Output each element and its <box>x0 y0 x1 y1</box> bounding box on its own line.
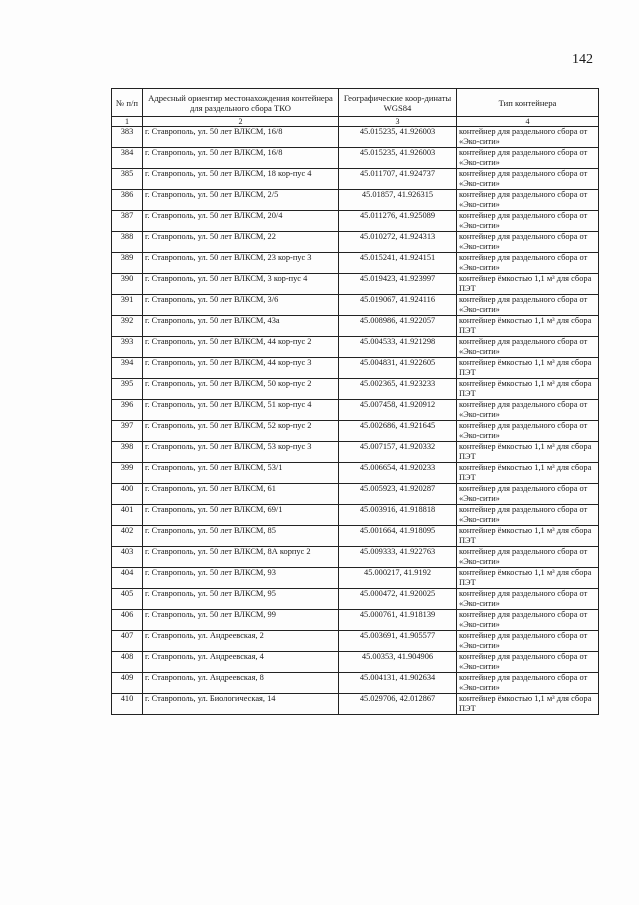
column-number: 2 <box>143 117 339 127</box>
row-coordinates: 45.006654, 41.920233 <box>339 463 457 484</box>
row-number: 396 <box>112 400 143 421</box>
row-container-type: контейнер для раздельного сбора от «Эко-сити» <box>457 589 599 610</box>
row-coordinates: 45.009333, 41.922763 <box>339 547 457 568</box>
table-row <box>112 232 599 253</box>
row-number: 398 <box>112 442 143 463</box>
table-row <box>112 547 599 568</box>
container-registry-table <box>111 88 599 715</box>
table-row <box>112 421 599 442</box>
row-coordinates: 45.011276, 41.925089 <box>339 211 457 232</box>
row-coordinates: 45.008986, 41.922057 <box>339 316 457 337</box>
row-container-type: контейнер ёмкостью 1,1 м³ для сбора ПЭТ <box>457 379 599 400</box>
row-coordinates: 45.004131, 41.902634 <box>339 673 457 694</box>
row-number: 405 <box>112 589 143 610</box>
row-coordinates: 45.00353, 41.904906 <box>339 652 457 673</box>
column-number: 4 <box>457 117 599 127</box>
row-address: г. Ставрополь, ул. 50 лет ВЛКСМ, 43а <box>143 316 339 337</box>
row-address: г. Ставрополь, ул. 50 лет ВЛКСМ, 99 <box>143 610 339 631</box>
row-container-type: контейнер ёмкостью 1,1 м³ для сбора ПЭТ <box>457 463 599 484</box>
row-number: 406 <box>112 610 143 631</box>
table-row <box>112 253 599 274</box>
table-row <box>112 148 599 169</box>
row-address: г. Ставрополь, ул. 50 лет ВЛКСМ, 3/6 <box>143 295 339 316</box>
row-number: 395 <box>112 379 143 400</box>
table-body <box>112 127 599 715</box>
row-coordinates: 45.019067, 41.924116 <box>339 295 457 316</box>
row-number: 393 <box>112 337 143 358</box>
row-container-type: контейнер ёмкостью 1,1 м³ для сбора ПЭТ <box>457 274 599 295</box>
row-address: г. Ставрополь, ул. 50 лет ВЛКСМ, 22 <box>143 232 339 253</box>
row-coordinates: 45.002365, 41.923233 <box>339 379 457 400</box>
row-number: 402 <box>112 526 143 547</box>
column-number-row <box>112 117 599 127</box>
table-row <box>112 631 599 652</box>
row-coordinates: 45.003916, 41.918818 <box>339 505 457 526</box>
row-number: 392 <box>112 316 143 337</box>
row-container-type: контейнер для раздельного сбора от «Эко-сити» <box>457 631 599 652</box>
table-row <box>112 463 599 484</box>
row-address: г. Ставрополь, ул. Андреевская, 4 <box>143 652 339 673</box>
table-row <box>112 673 599 694</box>
row-container-type: контейнер для раздельного сбора от «Эко-сити» <box>457 148 599 169</box>
row-number: 385 <box>112 169 143 190</box>
row-container-type: контейнер для раздельного сбора от «Эко-сити» <box>457 421 599 442</box>
row-container-type: контейнер ёмкостью 1,1 м³ для сбора ПЭТ <box>457 526 599 547</box>
table-row <box>112 169 599 190</box>
row-container-type: контейнер для раздельного сбора от «Эко-сити» <box>457 127 599 148</box>
table-row <box>112 316 599 337</box>
row-container-type: контейнер для раздельного сбора от «Эко-сити» <box>457 337 599 358</box>
row-coordinates: 45.015235, 41.926003 <box>339 148 457 169</box>
row-coordinates: 45.003691, 41.905577 <box>339 631 457 652</box>
table-row <box>112 274 599 295</box>
table-row <box>112 190 599 211</box>
header-num: № п/п <box>112 89 143 117</box>
row-container-type: контейнер для раздельного сбора от «Эко-сити» <box>457 547 599 568</box>
row-number: 401 <box>112 505 143 526</box>
row-container-type: контейнер для раздельного сбора от «Эко-сити» <box>457 400 599 421</box>
row-address: г. Ставрополь, ул. 50 лет ВЛКСМ, 20/4 <box>143 211 339 232</box>
row-container-type: контейнер для раздельного сбора от «Эко-сити» <box>457 295 599 316</box>
table-row <box>112 568 599 589</box>
row-container-type: контейнер для раздельного сбора от «Эко-сити» <box>457 190 599 211</box>
row-coordinates: 45.001664, 41.918095 <box>339 526 457 547</box>
row-container-type: контейнер ёмкостью 1,1 м³ для сбора ПЭТ <box>457 442 599 463</box>
table-row <box>112 400 599 421</box>
row-address: г. Ставрополь, ул. 50 лет ВЛКСМ, 85 <box>143 526 339 547</box>
row-coordinates: 45.010272, 41.924313 <box>339 232 457 253</box>
row-container-type: контейнер для раздельного сбора от «Эко-сити» <box>457 232 599 253</box>
row-container-type: контейнер ёмкостью 1,1 м³ для сбора ПЭТ <box>457 316 599 337</box>
row-address: г. Ставрополь, ул. 50 лет ВЛКСМ, 61 <box>143 484 339 505</box>
row-address: г. Ставрополь, ул. 50 лет ВЛКСМ, 53 кор-пус 3 <box>143 442 339 463</box>
row-coordinates: 45.004533, 41.921298 <box>339 337 457 358</box>
row-address: г. Ставрополь, ул. 50 лет ВЛКСМ, 16/8 <box>143 127 339 148</box>
row-container-type: контейнер ёмкостью 1,1 м³ для сбора ПЭТ <box>457 568 599 589</box>
row-address: г. Ставрополь, ул. 50 лет ВЛКСМ, 44 кор-пус 3 <box>143 358 339 379</box>
row-address: г. Ставрополь, ул. 50 лет ВЛКСМ, 69/1 <box>143 505 339 526</box>
row-number: 391 <box>112 295 143 316</box>
row-number: 410 <box>112 694 143 715</box>
row-address: г. Ставрополь, ул. Биологическая, 14 <box>143 694 339 715</box>
row-address: г. Ставрополь, ул. 50 лет ВЛКСМ, 95 <box>143 589 339 610</box>
header-type: Тип контейнера <box>457 89 599 117</box>
row-coordinates: 45.015235, 41.926003 <box>339 127 457 148</box>
table-row <box>112 694 599 715</box>
row-number: 387 <box>112 211 143 232</box>
row-container-type: контейнер для раздельного сбора от «Эко-сити» <box>457 169 599 190</box>
row-address: г. Ставрополь, ул. 50 лет ВЛКСМ, 16/8 <box>143 148 339 169</box>
row-address: г. Ставрополь, ул. 50 лет ВЛКСМ, 3 кор-пус 4 <box>143 274 339 295</box>
table-row <box>112 589 599 610</box>
row-coordinates: 45.007458, 41.920912 <box>339 400 457 421</box>
header-address: Адресный ориентир местонахождения контейнера для раздельного сбора ТКО <box>143 89 339 117</box>
row-coordinates: 45.029706, 42.012867 <box>339 694 457 715</box>
row-coordinates: 45.011707, 41.924737 <box>339 169 457 190</box>
row-number: 409 <box>112 673 143 694</box>
row-number: 384 <box>112 148 143 169</box>
column-number: 1 <box>112 117 143 127</box>
column-number: 3 <box>339 117 457 127</box>
table-row <box>112 652 599 673</box>
row-coordinates: 45.002686, 41.921645 <box>339 421 457 442</box>
table-row <box>112 127 599 148</box>
page-number: 142 <box>572 52 593 67</box>
row-coordinates: 45.007157, 41.920332 <box>339 442 457 463</box>
table-row <box>112 295 599 316</box>
row-number: 399 <box>112 463 143 484</box>
row-coordinates: 45.019423, 41.923997 <box>339 274 457 295</box>
row-container-type: контейнер для раздельного сбора от «Эко-сити» <box>457 211 599 232</box>
row-container-type: контейнер для раздельного сбора от «Эко-сити» <box>457 610 599 631</box>
table-row <box>112 379 599 400</box>
row-address: г. Ставрополь, ул. 50 лет ВЛКСМ, 93 <box>143 568 339 589</box>
row-container-type: контейнер для раздельного сбора от «Эко-сити» <box>457 652 599 673</box>
table-row <box>112 442 599 463</box>
table-row <box>112 505 599 526</box>
row-coordinates: 45.000217, 41.9192 <box>339 568 457 589</box>
table-row <box>112 337 599 358</box>
header-coords: Географические коор-динаты WGS84 <box>339 89 457 117</box>
row-address: г. Ставрополь, ул. 50 лет ВЛКСМ, 18 кор-пус 4 <box>143 169 339 190</box>
table-row <box>112 610 599 631</box>
row-number: 388 <box>112 232 143 253</box>
row-container-type: контейнер ёмкостью 1,1 м³ для сбора ПЭТ <box>457 358 599 379</box>
row-number: 383 <box>112 127 143 148</box>
row-number: 394 <box>112 358 143 379</box>
row-address: г. Ставрополь, ул. 50 лет ВЛКСМ, 52 кор-пус 2 <box>143 421 339 442</box>
table-row <box>112 211 599 232</box>
row-number: 408 <box>112 652 143 673</box>
row-address: г. Ставрополь, ул. 50 лет ВЛКСМ, 23 кор-пус 3 <box>143 253 339 274</box>
row-coordinates: 45.015241, 41.924151 <box>339 253 457 274</box>
row-address: г. Ставрополь, ул. 50 лет ВЛКСМ, 2/5 <box>143 190 339 211</box>
row-number: 400 <box>112 484 143 505</box>
row-address: г. Ставрополь, ул. 50 лет ВЛКСМ, 50 кор-пус 2 <box>143 379 339 400</box>
row-number: 390 <box>112 274 143 295</box>
row-address: г. Ставрополь, ул. Андреевская, 2 <box>143 631 339 652</box>
row-address: г. Ставрополь, ул. 50 лет ВЛКСМ, 44 кор-пус 2 <box>143 337 339 358</box>
row-coordinates: 45.000472, 41.920025 <box>339 589 457 610</box>
row-coordinates: 45.01857, 41.926315 <box>339 190 457 211</box>
table-row <box>112 484 599 505</box>
row-number: 386 <box>112 190 143 211</box>
row-container-type: контейнер ёмкостью 1,1 м³ для сбора ПЭТ <box>457 694 599 715</box>
row-coordinates: 45.000761, 41.918139 <box>339 610 457 631</box>
row-container-type: контейнер для раздельного сбора от «Эко-сити» <box>457 673 599 694</box>
row-address: г. Ставрополь, ул. 50 лет ВЛКСМ, 8А корпус 2 <box>143 547 339 568</box>
row-coordinates: 45.005923, 41.920287 <box>339 484 457 505</box>
row-number: 404 <box>112 568 143 589</box>
row-number: 389 <box>112 253 143 274</box>
row-address: г. Ставрополь, ул. 50 лет ВЛКСМ, 51 кор-пус 4 <box>143 400 339 421</box>
row-container-type: контейнер для раздельного сбора от «Эко-сити» <box>457 253 599 274</box>
row-container-type: контейнер для раздельного сбора от «Эко-сити» <box>457 484 599 505</box>
table-row <box>112 358 599 379</box>
row-coordinates: 45.004831, 41.922605 <box>339 358 457 379</box>
row-address: г. Ставрополь, ул. 50 лет ВЛКСМ, 53/1 <box>143 463 339 484</box>
row-number: 407 <box>112 631 143 652</box>
row-address: г. Ставрополь, ул. Андреевская, 8 <box>143 673 339 694</box>
row-number: 397 <box>112 421 143 442</box>
header-row <box>112 89 599 117</box>
row-container-type: контейнер для раздельного сбора от «Эко-сити» <box>457 505 599 526</box>
row-number: 403 <box>112 547 143 568</box>
table-row <box>112 526 599 547</box>
